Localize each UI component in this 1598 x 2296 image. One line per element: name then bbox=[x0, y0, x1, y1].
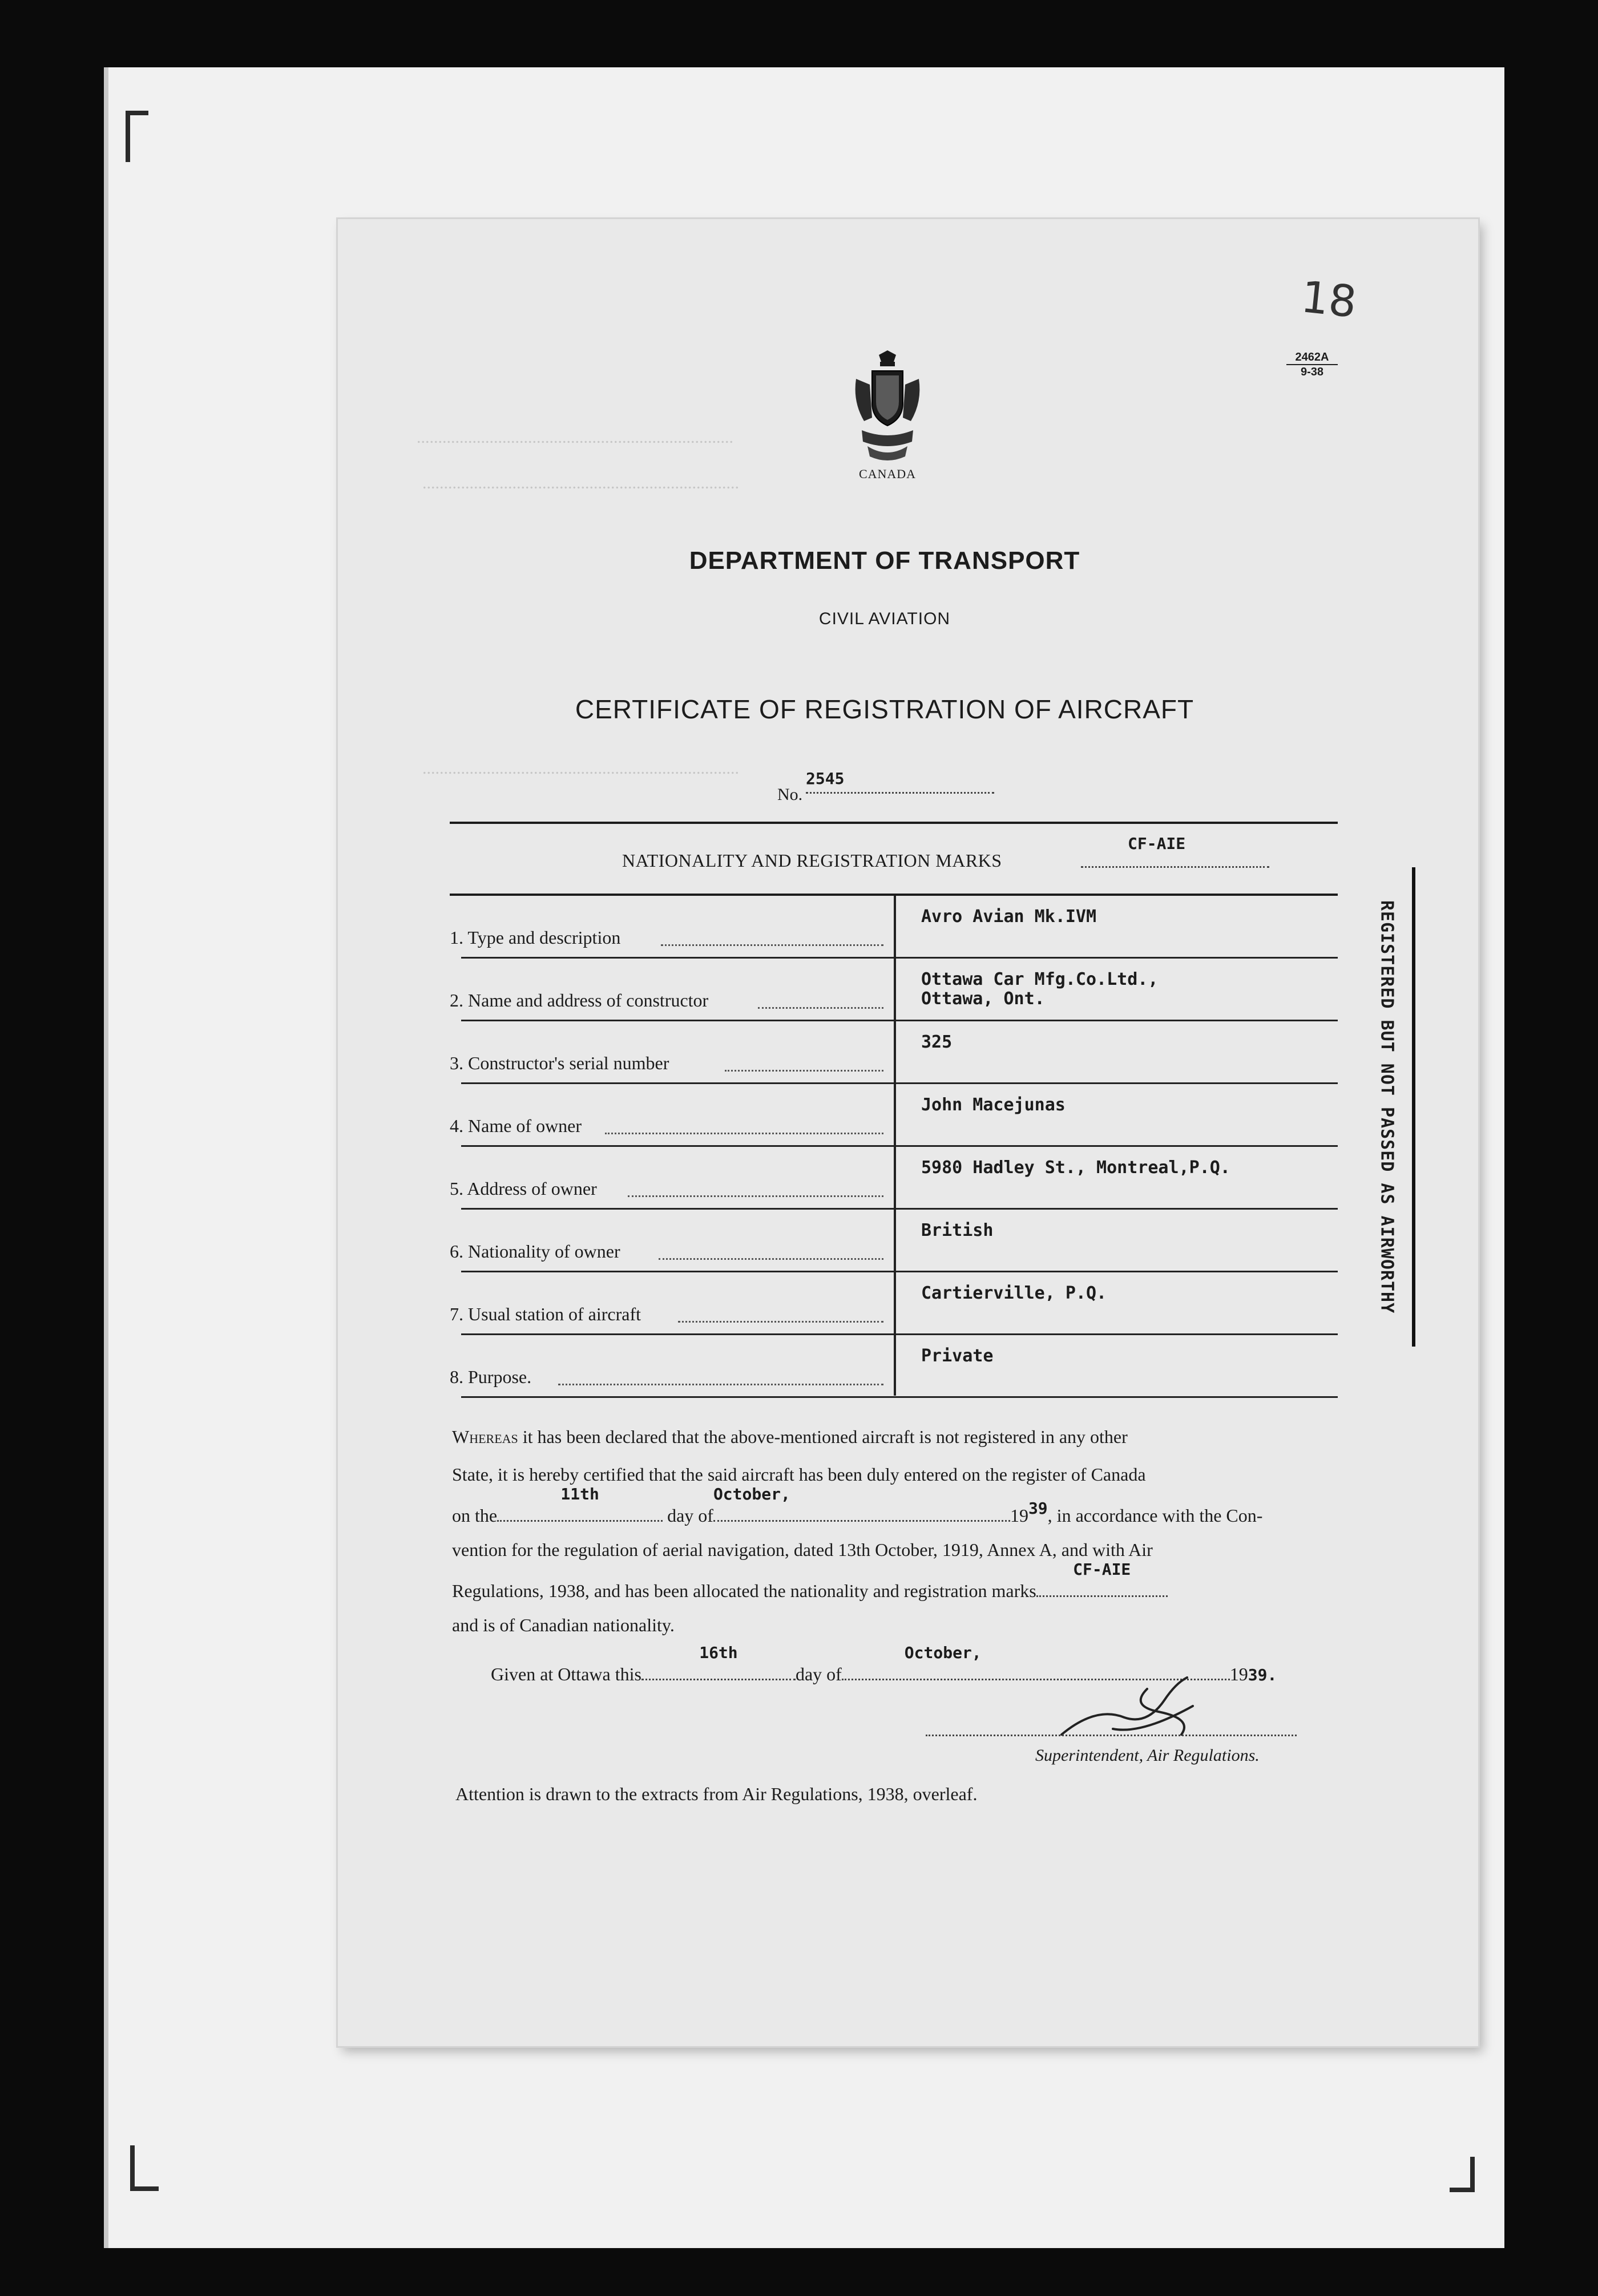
crop-mark-bottom-left bbox=[130, 2145, 135, 2191]
dotted-leader bbox=[1081, 866, 1269, 868]
dotted-leader bbox=[628, 1195, 883, 1197]
field-label: 1. Type and description bbox=[450, 927, 621, 948]
side-stamp-text: REGISTERED BUT NOT PASSED AS AIRWORTHY bbox=[1377, 900, 1397, 1314]
given-line bbox=[491, 1643, 1375, 1685]
certificate-number-label: No. bbox=[777, 785, 803, 804]
declaration-line-3 bbox=[452, 1485, 1337, 1526]
signature-title: Superintendent, Air Regulations. bbox=[1035, 1746, 1260, 1765]
whereas-word: Whereas bbox=[452, 1426, 518, 1447]
dotted-leader bbox=[758, 1007, 883, 1009]
field-label: 5. Address of owner bbox=[450, 1178, 597, 1199]
crop-mark-top-left-h bbox=[126, 111, 148, 115]
field-label: 2. Name and address of constructor bbox=[450, 990, 709, 1010]
crop-mark-bottom-right-h bbox=[1450, 2188, 1475, 2192]
row-rule bbox=[461, 1396, 1338, 1398]
signature bbox=[1044, 1666, 1216, 1746]
given-dayof: day of bbox=[795, 1664, 842, 1684]
field-value: Avro Avian Mk.IVM bbox=[921, 907, 1097, 927]
bleed-through: .......................................................................... bbox=[422, 474, 739, 492]
given-prefix: Given at Ottawa this bbox=[491, 1664, 641, 1684]
given-day-field bbox=[641, 1643, 796, 1680]
branch-subtitle: CIVIL AVIATION bbox=[818, 609, 951, 628]
declaration-line-6: and is of Canadian nationality. bbox=[452, 1615, 675, 1635]
declaration-marks: CF-AIE bbox=[1073, 1560, 1131, 1579]
registration-marks-value: CF-AIE bbox=[1128, 834, 1186, 853]
attention-note: Attention is drawn to the extracts from Air Regulations, 1938, overleaf. bbox=[455, 1784, 978, 1804]
registration-year: 39 bbox=[1028, 1499, 1048, 1518]
registration-marks-label: NATIONALITY AND REGISTRATION MARKS bbox=[622, 850, 1002, 871]
form-date: 9-38 bbox=[1300, 366, 1324, 378]
crop-mark-top-left bbox=[126, 111, 130, 162]
divider-line bbox=[450, 822, 1338, 824]
declaration-line-5 bbox=[452, 1560, 1337, 1602]
crop-mark-bottom-left-h bbox=[130, 2186, 159, 2191]
marks-field bbox=[1036, 1560, 1168, 1597]
bleed-through: .......................................................................... bbox=[422, 759, 739, 778]
dotted-leader bbox=[558, 1384, 883, 1385]
field-value: Private bbox=[921, 1346, 994, 1366]
certificate-number-value: 2545 bbox=[806, 769, 845, 788]
dotted-leader bbox=[659, 1258, 883, 1260]
form-code bbox=[1286, 350, 1338, 379]
dotted-leader bbox=[725, 1070, 883, 1072]
declaration-line-4: vention for the regulation of aerial navigation, dated 13th October, 1919, Annex A, and with Air bbox=[452, 1539, 1153, 1560]
crop-mark-bottom-right bbox=[1470, 2157, 1475, 2191]
declaration-line-2: State, it is hereby certified that the said aircraft has been duly entered on the register of Canada bbox=[452, 1464, 1146, 1485]
field-value: Cartierville, P.Q. bbox=[921, 1283, 1107, 1303]
side-stamp bbox=[1362, 867, 1415, 1347]
coat-of-arms-icon bbox=[845, 350, 930, 464]
field-label: 6. Nationality of owner bbox=[450, 1241, 620, 1262]
field-label: 4. Name of owner bbox=[450, 1115, 582, 1136]
field-label: 8. Purpose. bbox=[450, 1367, 532, 1387]
registration-month-field bbox=[713, 1485, 1010, 1522]
field-value: John Macejunas bbox=[921, 1095, 1066, 1115]
form-number: 2462A bbox=[1286, 350, 1338, 365]
field-label: 7. Usual station of aircraft bbox=[450, 1304, 641, 1324]
given-day: 16th bbox=[699, 1643, 738, 1662]
field-value: 5980 Hadley St., Montreal,P.Q. bbox=[921, 1158, 1230, 1178]
bleed-through: .......................................................................... bbox=[417, 428, 733, 447]
given-month: October, bbox=[904, 1643, 982, 1662]
dotted-leader bbox=[661, 944, 883, 946]
field-label: 3. Constructor's serial number bbox=[450, 1053, 669, 1073]
dotted-leader bbox=[605, 1133, 883, 1134]
year-prefix: 19 bbox=[1010, 1505, 1028, 1526]
registration-day: 11th bbox=[560, 1485, 599, 1503]
department-title: DEPARTMENT OF TRANSPORT bbox=[689, 547, 1080, 575]
given-year: 39. bbox=[1248, 1666, 1277, 1684]
field-value: British bbox=[921, 1220, 994, 1240]
registration-day-field bbox=[497, 1485, 663, 1522]
certificate-title: CERTIFICATE OF REGISTRATION OF AIRCRAFT bbox=[575, 694, 1195, 724]
page-number: 18 bbox=[1298, 271, 1359, 328]
signature-line bbox=[926, 1735, 1297, 1736]
year-prefix: 19 bbox=[1229, 1664, 1248, 1684]
declaration-text: Regulations, 1938, and has been allocated the nationality and registration marks bbox=[452, 1580, 1036, 1601]
table-column-divider bbox=[894, 896, 896, 1396]
declaration-text: it has been declared that the above-mentioned aircraft is not registered in any other bbox=[518, 1426, 1128, 1447]
field-value: 325 bbox=[921, 1032, 953, 1052]
declaration-line-1 bbox=[452, 1426, 1337, 1448]
declaration-text: , in accordance with the Con- bbox=[1047, 1505, 1263, 1526]
dotted-leader bbox=[806, 792, 994, 794]
declaration-text: on the bbox=[452, 1505, 498, 1526]
country-caption: CANADA bbox=[858, 467, 917, 481]
declaration-text: day of bbox=[667, 1505, 713, 1526]
field-value: Ottawa Car Mfg.Co.Ltd., Ottawa, Ont. bbox=[921, 969, 1159, 1009]
registration-month: October, bbox=[713, 1485, 790, 1503]
dotted-leader bbox=[678, 1321, 883, 1323]
